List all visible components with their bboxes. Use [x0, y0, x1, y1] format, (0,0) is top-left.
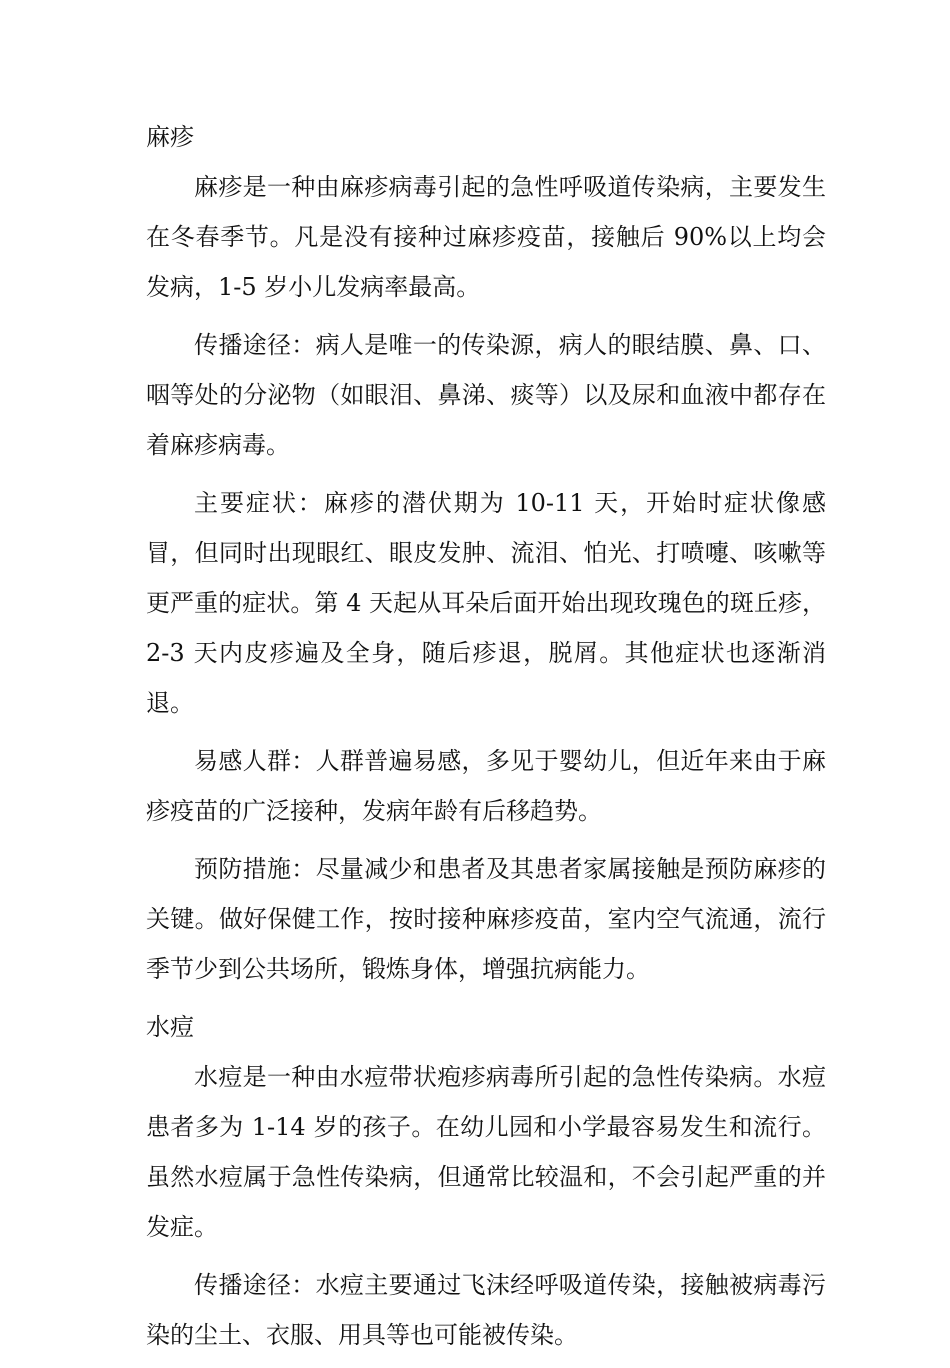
paragraph-measles-prevention: 预防措施：尽量减少和患者及其患者家属接触是预防麻疹的关键。做好保健工作，按时接种麻疹疫苗，室内空气流通，流行季节少到公共场所，锻炼身体，增强抗病能力。: [146, 855, 826, 983]
section-title-chickenpox: 水痘: [146, 1013, 194, 1041]
paragraph-measles-intro: 麻疹是一种由麻疹病毒引起的急性呼吸道传染病，主要发生在冬春季节。凡是没有接种过麻疹疫苗，接触后 90%以上均会发病，1-5 岁小儿发病率最高。: [146, 173, 826, 301]
section-title-measles: 麻疹: [146, 123, 194, 151]
section-measles: [146, 112, 826, 994]
paragraph-measles-susceptible: 易感人群：人群普遍易感，多见于婴幼儿，但近年来由于麻疹疫苗的广泛接种，发病年龄有后移趋势。: [146, 747, 826, 825]
paragraph-chickenpox-intro: 水痘是一种由水痘带状疱疹病毒所引起的急性传染病。水痘患者多为 1-14 岁的孩子。在幼儿园和小学最容易发生和流行。虽然水痘属于急性传染病，但通常比较温和，不会引起严重的并发症。: [146, 1063, 826, 1241]
paragraph-measles-transmission: 传播途径：病人是唯一的传染源，病人的眼结膜、鼻、口、咽等处的分泌物（如眼泪、鼻涕、痰等）以及尿和血液中都存在着麻疹病毒。: [146, 331, 826, 459]
paragraph-measles-symptoms: 主要症状：麻疹的潜伏期为 10-11 天，开始时症状像感冒，但同时出现眼红、眼皮发肿、流泪、怕光、打喷嚏、咳嗽等更严重的症状。第 4 天起从耳朵后面开始出现玫瑰色的斑丘疹，2-3 天内皮疹遍及全身，随后疹退，脱屑。其他症状也逐渐消退。: [146, 489, 826, 717]
document-body: [146, 112, 826, 1368]
section-chickenpox: [146, 1002, 826, 1360]
paragraph-chickenpox-transmission: 传播途径：水痘主要通过飞沫经呼吸道传染，接触被病毒污染的尘土、衣服、用具等也可能被传染。: [146, 1271, 826, 1349]
